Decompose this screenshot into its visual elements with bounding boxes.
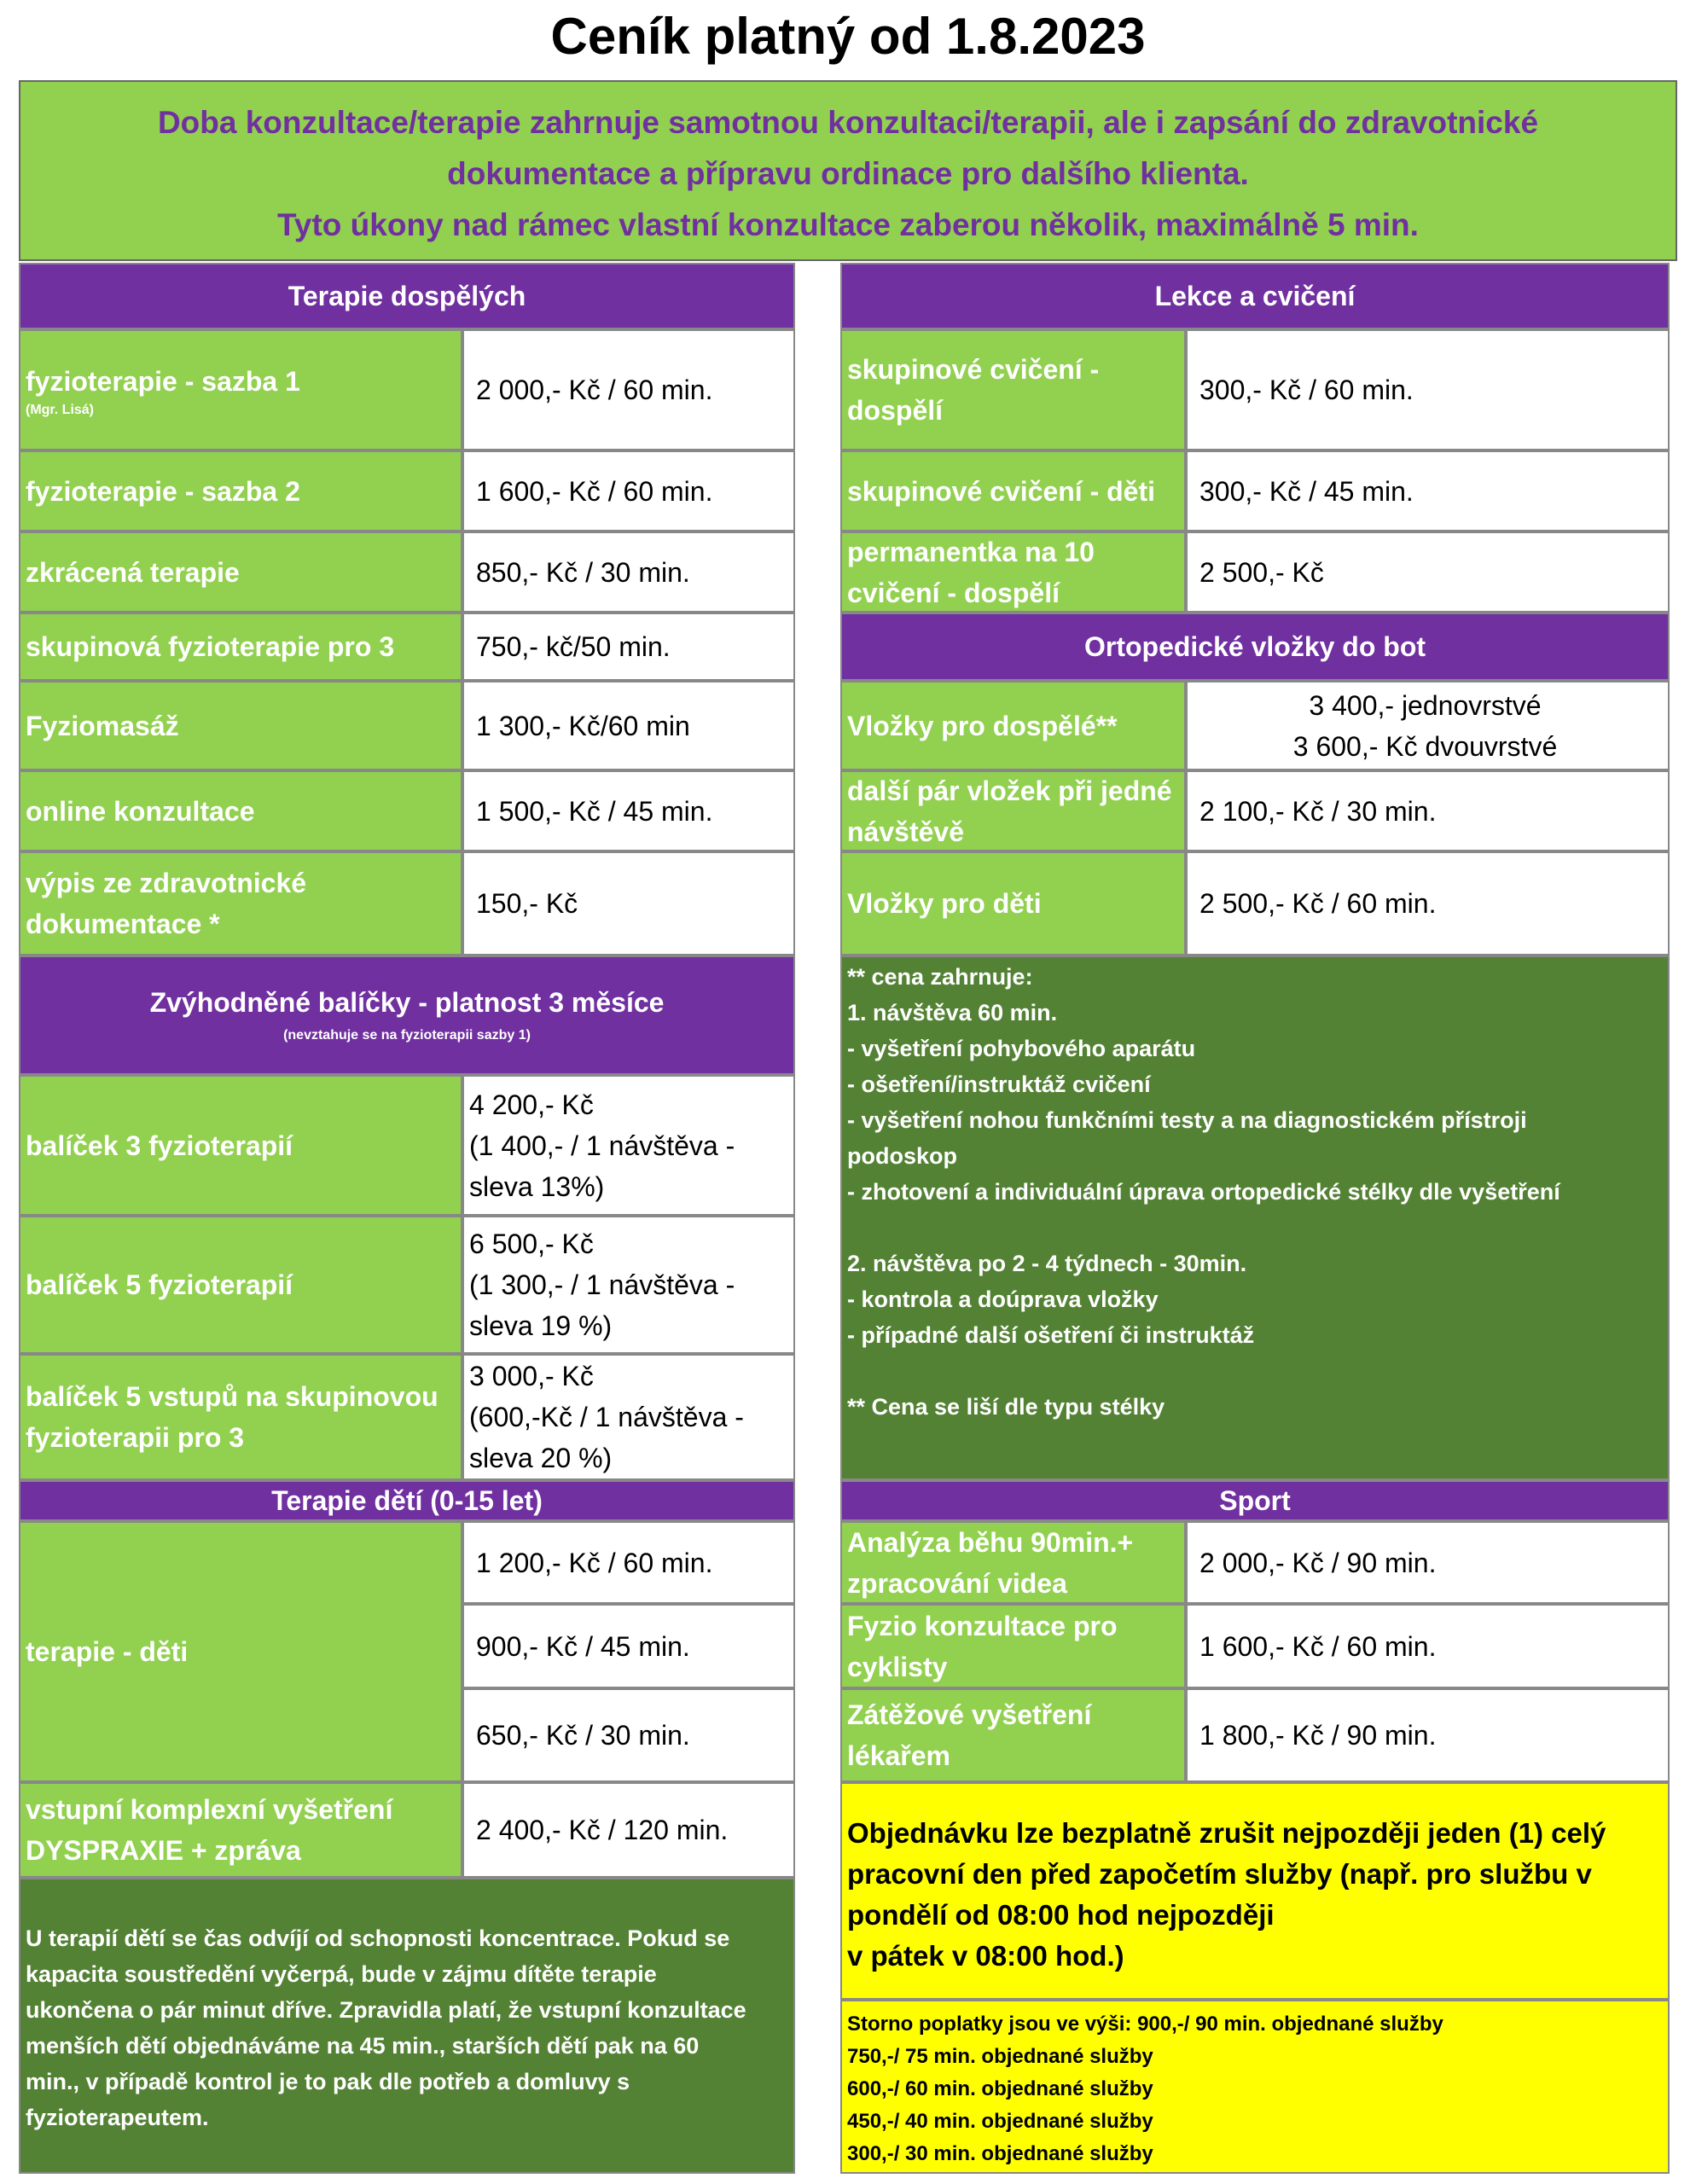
- adults-value-1: 1 600,- Kč / 60 min.: [462, 450, 795, 531]
- adults-value-0: 2 000,- Kč / 60 min.: [462, 329, 795, 450]
- insole-value-line: 3 600,- Kč dvouvrstvé: [1292, 730, 1558, 762]
- adults-label-4: Fyziomasáž: [19, 681, 462, 770]
- packages-header-sub: (nevztahuje se na fyzioterapii sazby 1): [283, 1027, 531, 1043]
- adults-label-2: zkrácená terapie: [19, 531, 462, 613]
- insoles-note-spacer: [847, 1210, 1663, 1246]
- storno-fee-line: Storno poplatky jsou ve výši: 900,-/ 90 min. objednané služby: [847, 2013, 1443, 2036]
- children-note-line: ukončena o pár minut dříve. Zpravidla platí, že vstupní konzultace: [26, 1997, 746, 2023]
- insole-value-line: 3 400,- jednovrstvé: [1309, 689, 1542, 721]
- children-note-line: kapacita soustředění vyčerpá, bude v zájmu dítěte terapie: [26, 1961, 657, 1987]
- insole-label-line: návštěvě: [847, 816, 964, 847]
- adults-label-5: online konzultace: [19, 770, 462, 851]
- package-value-line: sleva 20 %): [469, 1443, 613, 1473]
- lesson-label-1: skupinové cvičení - děti: [840, 450, 1186, 531]
- cancellation-box: [840, 1782, 1670, 2000]
- adults-header: Terapie dospělých: [19, 263, 795, 329]
- package-label-line: fyzioterapii pro 3: [26, 1422, 245, 1453]
- adults-label-0: [19, 329, 462, 450]
- adults-label-6: [19, 851, 462, 956]
- package-value-line: 3 000,- Kč: [469, 1361, 594, 1391]
- package-label-0: balíček 3 fyzioterapií: [19, 1075, 462, 1216]
- insoles-note-line: 2. návštěva po 2 - 4 týdnech - 30min.: [847, 1251, 1247, 1276]
- insoles-note-line: - případné další ošetření či instruktáž: [847, 1322, 1255, 1348]
- insole-label-2: Vložky pro děti: [840, 851, 1186, 956]
- sport-label-line: cyklisty: [847, 1651, 948, 1682]
- lesson-label-0: [840, 329, 1186, 450]
- children-note: [19, 1878, 795, 2174]
- storno-fee-line: 300,-/ 30 min. objednané služby: [847, 2142, 1153, 2165]
- lesson-value-2: 2 500,- Kč: [1186, 531, 1670, 613]
- packages-header: [19, 956, 795, 1075]
- children-note-line: fyzioterapeutem.: [26, 2105, 209, 2130]
- package-value-line: sleva 19 %): [469, 1310, 613, 1341]
- package-value-0: [462, 1075, 795, 1216]
- children-exam-line: DYSPRAXIE + zpráva: [26, 1835, 301, 1866]
- lesson-label-line: cvičení - dospělí: [847, 577, 1060, 608]
- children-value-0: 1 200,- Kč / 60 min.: [462, 1521, 795, 1604]
- insole-value-2: 2 500,- Kč / 60 min.: [1186, 851, 1670, 956]
- page-title: Ceník platný od 1.8.2023: [550, 8, 1146, 65]
- sport-label-1: [840, 1604, 1186, 1688]
- adults-label-line: dokumentace *: [26, 909, 220, 939]
- adults-label-line: výpis ze zdravotnické: [26, 868, 307, 898]
- intro-line: dokumentace a přípravu ordinace pro dalšího klienta.: [447, 156, 1249, 191]
- adults-label-1: fyzioterapie - sazba 2: [19, 450, 462, 531]
- package-label-2: [19, 1354, 462, 1480]
- insoles-header: Ortopedické vložky do bot: [840, 613, 1670, 681]
- cancellation-line: Objednávku lze bezplatně zrušit nejpozději jeden (1) celý: [847, 1817, 1606, 1849]
- package-value-line: 4 200,- Kč: [469, 1089, 594, 1120]
- adults-label-sub: (Mgr. Lisá): [26, 403, 95, 417]
- adults-value-6: 150,- Kč: [462, 851, 795, 956]
- sport-label-line: Zátěžové vyšetření: [847, 1699, 1092, 1730]
- insoles-note-line: - zhotovení a individuální úprava ortopedické stélky dle vyšetření: [847, 1179, 1560, 1205]
- cancellation-line: pracovní den před započetím služby (např. pro službu v: [847, 1858, 1592, 1890]
- insole-label-1: [840, 770, 1186, 851]
- children-value-2: 650,- Kč / 30 min.: [462, 1688, 795, 1782]
- children-label: terapie - děti: [19, 1521, 462, 1782]
- lesson-value-1: 300,- Kč / 45 min.: [1186, 450, 1670, 531]
- sport-value-0: 2 000,- Kč / 90 min.: [1186, 1521, 1670, 1604]
- intro-line: Tyto úkony nad rámec vlastní konzultace zaberou několik, maximálně 5 min.: [277, 207, 1419, 242]
- cancellation-line: v pátek v 08:00 hod.): [847, 1940, 1124, 1972]
- package-value-line: (1 400,- / 1 návštěva -: [469, 1130, 735, 1161]
- insoles-note-line: - vyšetření pohybového aparátu: [847, 1036, 1196, 1061]
- sport-label-line: lékařem: [847, 1740, 950, 1771]
- insoles-note-line: podoskop: [847, 1143, 957, 1169]
- cancellation-line: pondělí od 08:00 hod nejpozději: [847, 1899, 1275, 1931]
- insoles-note-line: - ošetření/instruktáž cvičení: [847, 1072, 1151, 1097]
- insoles-note-spacer: [847, 1353, 1663, 1389]
- package-value-2: [462, 1354, 795, 1480]
- sport-header: Sport: [840, 1480, 1670, 1521]
- storno-fees-box: [840, 2000, 1670, 2174]
- children-exam-value: 2 400,- Kč / 120 min.: [462, 1782, 795, 1878]
- sport-label-0: [840, 1521, 1186, 1604]
- sport-value-1: 1 600,- Kč / 60 min.: [1186, 1604, 1670, 1688]
- children-note-line: menších dětí objednáváme na 45 min., starších dětí pak na 60: [26, 2033, 700, 2059]
- sport-value-2: 1 800,- Kč / 90 min.: [1186, 1688, 1670, 1782]
- storno-fee-line: 750,-/ 75 min. objednané služby: [847, 2045, 1153, 2068]
- package-label-line: balíček 5 vstupů na skupinovou: [26, 1381, 439, 1412]
- insoles-note-line: ** Cena se liší dle typu stélky: [847, 1394, 1165, 1420]
- adults-value-5: 1 500,- Kč / 45 min.: [462, 770, 795, 851]
- adults-label-3: skupinová fyzioterapie pro 3: [19, 613, 462, 681]
- adults-value-4: 1 300,- Kč/60 min: [462, 681, 795, 770]
- lessons-header: Lekce a cvičení: [840, 263, 1670, 329]
- packages-header-title: Zvýhodněné balíčky - platnost 3 měsíce: [149, 986, 665, 1018]
- package-value-line: (600,-Kč / 1 návštěva -: [469, 1402, 744, 1432]
- insoles-note-line: ** cena zahrnuje:: [847, 964, 1033, 990]
- insoles-note-line: 1. návštěva 60 min.: [847, 1000, 1058, 1025]
- lesson-label-line: permanentka na 10: [847, 536, 1095, 567]
- sport-label-line: zpracování videa: [847, 1567, 1067, 1599]
- insoles-note-line: - kontrola a doúprava vložky: [847, 1287, 1159, 1312]
- intro-line: Doba konzultace/terapie zahrnuje samotnou konzultaci/terapii, ale i zapsání do zdravotnické: [157, 105, 1539, 140]
- intro-box: [19, 80, 1677, 261]
- storno-fee-line: 600,-/ 60 min. objednané služby: [847, 2077, 1153, 2100]
- children-value-1: 900,- Kč / 45 min.: [462, 1604, 795, 1688]
- adults-label-text: fyzioterapie - sazba 1: [26, 366, 300, 397]
- package-value-1: [462, 1216, 795, 1354]
- children-note-line: min., v případě kontrol je to pak dle potřeb a domluvy s: [26, 2069, 630, 2094]
- package-value-line: sleva 13%): [469, 1170, 605, 1202]
- lesson-label-2: [840, 531, 1186, 613]
- insoles-note-line: - vyšetření nohou funkčními testy a na diagnostickém přístroji: [847, 1107, 1527, 1133]
- sport-label-2: [840, 1688, 1186, 1782]
- insoles-note: [840, 956, 1670, 1480]
- insole-label-0: Vložky pro dospělé**: [840, 681, 1186, 770]
- storno-fee-line: 450,-/ 40 min. objednané služby: [847, 2110, 1153, 2133]
- package-value-line: 6 500,- Kč: [469, 1228, 594, 1259]
- insole-label-line: další pár vložek při jedné: [847, 775, 1172, 806]
- lesson-value-0: 300,- Kč / 60 min.: [1186, 329, 1670, 450]
- insole-value-0: [1186, 681, 1670, 770]
- adults-value-3: 750,- kč/50 min.: [462, 613, 795, 681]
- sport-label-line: Fyzio konzultace pro: [847, 1610, 1118, 1641]
- sport-label-line: Analýza běhu 90min.+: [847, 1526, 1134, 1558]
- adults-value-2: 850,- Kč / 30 min.: [462, 531, 795, 613]
- children-exam-label: [19, 1782, 462, 1878]
- package-label-1: balíček 5 fyzioterapií: [19, 1216, 462, 1354]
- package-value-line: (1 300,- / 1 návštěva -: [469, 1269, 735, 1300]
- children-exam-line: vstupní komplexní vyšetření: [26, 1794, 393, 1825]
- lesson-label-line: skupinové cvičení -: [847, 354, 1100, 385]
- lesson-label-line: dospělí: [847, 395, 944, 426]
- insole-value-1: 2 100,- Kč / 30 min.: [1186, 770, 1670, 851]
- children-header: Terapie dětí (0-15 let): [19, 1480, 795, 1521]
- children-note-line: U terapií dětí se čas odvíjí od schopnosti koncentrace. Pokud se: [26, 1926, 730, 1951]
